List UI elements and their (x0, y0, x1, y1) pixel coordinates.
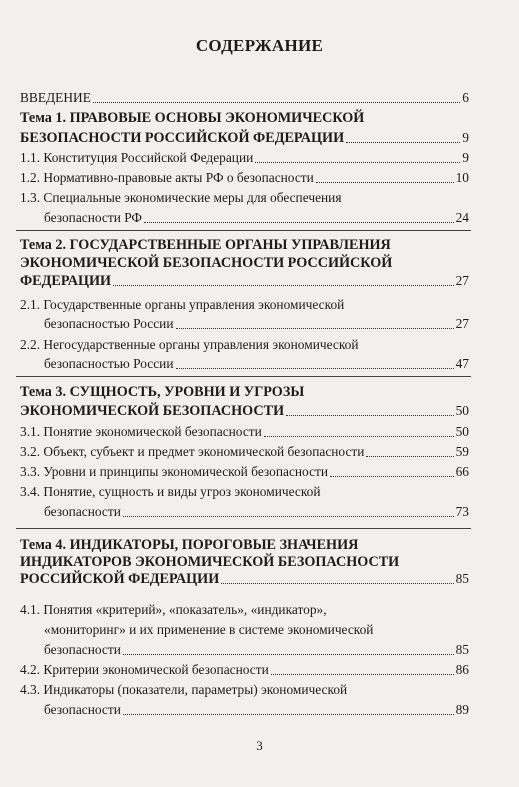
toc-section-heading (0, 382, 519, 420)
toc-page-number: 10 (455, 170, 469, 185)
toc-entry-text: безопасности (44, 702, 121, 717)
toc-page-number: 86 (455, 662, 469, 677)
toc-entry-text: 3.3. Уровни и принципы экономической безопасности (20, 464, 329, 479)
toc-page-number: 24 (455, 210, 469, 225)
toc-page-number: 50 (455, 424, 469, 439)
toc-entry (0, 168, 519, 188)
toc-entry-text: Тема 4. ИНДИКАТОРЫ, ПОРОГОВЫЕ ЗНАЧЕНИЯ (20, 537, 359, 553)
dot-leader (286, 415, 454, 416)
dot-leader (123, 714, 454, 715)
toc-entry-text: Тема 1. ПРАВОВЫЕ ОСНОВЫ ЭКОНОМИЧЕСКОЙ (20, 110, 365, 126)
toc-entry-text: 3.4. Понятие, сущность и виды угроз экономической (20, 484, 321, 499)
toc-entry-text: ИНДИКАТОРОВ ЭКОНОМИЧЕСКОЙ БЕЗОПАСНОСТИ (20, 554, 400, 570)
toc-entry (0, 148, 519, 168)
dot-leader (330, 476, 454, 477)
toc-entry (0, 295, 519, 333)
toc-entry (0, 88, 519, 108)
toc-entry-text: ЭКОНОМИЧЕСКОЙ БЕЗОПАСНОСТИ (20, 403, 285, 419)
dot-leader (271, 674, 454, 675)
toc-page-number: 50 (455, 403, 469, 418)
toc-entry-text: 1.3. Специальные экономические меры для обеспечения (20, 190, 342, 205)
toc-section-heading (0, 235, 519, 289)
toc-entry-text: безопасности (44, 642, 121, 657)
toc-page-number: 9 (462, 150, 469, 165)
toc-entry-text: 3.2. Объект, субъект и предмет экономической безопасности (20, 444, 365, 459)
dot-leader (264, 436, 454, 437)
toc-entry-text: РОССИЙСКОЙ ФЕДЕРАЦИИ (20, 571, 220, 587)
toc-entry (0, 660, 519, 680)
toc-page-number: 27 (455, 316, 469, 331)
toc-section-heading (0, 108, 519, 148)
toc-page-number: 85 (455, 642, 469, 657)
dot-leader (93, 102, 460, 103)
toc-entry-text: безопасности (44, 504, 121, 519)
dot-leader (221, 583, 454, 584)
toc-entry-text: Тема 2. ГОСУДАРСТВЕННЫЕ ОРГАНЫ УПРАВЛЕНИЯ (20, 237, 391, 253)
dot-leader (144, 222, 454, 223)
toc-page-number: 47 (455, 356, 469, 371)
toc-entry-text: 2.2. Негосударственные органы управления экономической (20, 337, 359, 352)
toc-entry-text: безопасностью России (44, 356, 174, 371)
section-divider (16, 376, 471, 377)
toc-page-number: 89 (455, 702, 469, 717)
dot-leader (113, 285, 454, 286)
page-number: 3 (256, 738, 263, 753)
toc-page-number: 73 (455, 504, 469, 519)
toc-entry (0, 188, 519, 228)
dot-leader (123, 516, 454, 517)
toc-entry-text: ВВЕДЕНИЕ (20, 90, 91, 105)
toc-entry-text: безопасностью России (44, 316, 174, 331)
toc-page-number: 66 (455, 464, 469, 479)
toc-entry (0, 680, 519, 720)
toc-entry-text: ЭКОНОМИЧЕСКОЙ БЕЗОПАСНОСТИ РОССИЙСКОЙ (20, 255, 393, 271)
toc-entry (0, 462, 519, 482)
toc-entry (0, 335, 519, 373)
dot-leader (176, 328, 454, 329)
toc-entry-text: 1.2. Нормативно-правовые акты РФ о безопасности (20, 170, 314, 185)
toc-section-heading (0, 535, 519, 586)
dot-leader (316, 182, 454, 183)
toc-entry-text: 2.1. Государственные органы управления экономической (20, 297, 345, 312)
toc-entry (0, 422, 519, 442)
section-divider (16, 528, 471, 529)
toc-entry-text: 3.1. Понятие экономической безопасности (20, 424, 262, 439)
section-divider (16, 230, 471, 231)
toc-entry-text: БЕЗОПАСНОСТИ РОССИЙСКОЙ ФЕДЕРАЦИИ (20, 130, 345, 146)
dot-leader (255, 162, 460, 163)
dot-leader (366, 456, 454, 457)
toc-entry-text: 4.1. Понятия «критерий», «показатель», «индикатор», (20, 602, 327, 617)
toc-page-number: 85 (455, 571, 469, 586)
toc-entry (0, 442, 519, 462)
dot-leader (123, 654, 454, 655)
toc-page-number: 27 (455, 273, 469, 288)
page-title: СОДЕРЖАНИЕ (195, 36, 324, 55)
toc-page-number: 59 (455, 444, 469, 459)
dot-leader (176, 368, 454, 369)
toc-entry-text: 1.1. Конституция Российской Федерации (20, 150, 254, 165)
toc-entry (0, 482, 519, 522)
toc-entry (0, 600, 519, 660)
toc-entry-text: Тема 3. СУЩНОСТЬ, УРОВНИ И УГРОЗЫ (20, 384, 305, 400)
toc-entry-text: 4.3. Индикаторы (показатели, параметры) экономической (20, 682, 348, 697)
toc-entry-text: безопасности РФ (44, 210, 143, 225)
toc-entry-text: «мониторинг» и их применение в системе экономической (44, 622, 374, 637)
toc-page-number: 9 (462, 130, 469, 145)
dot-leader (346, 142, 460, 143)
toc-page-number: 6 (462, 90, 469, 105)
toc-entry-text: ФЕДЕРАЦИИ (20, 273, 112, 289)
toc-entry-text: 4.2. Критерии экономической безопасности (20, 662, 269, 677)
